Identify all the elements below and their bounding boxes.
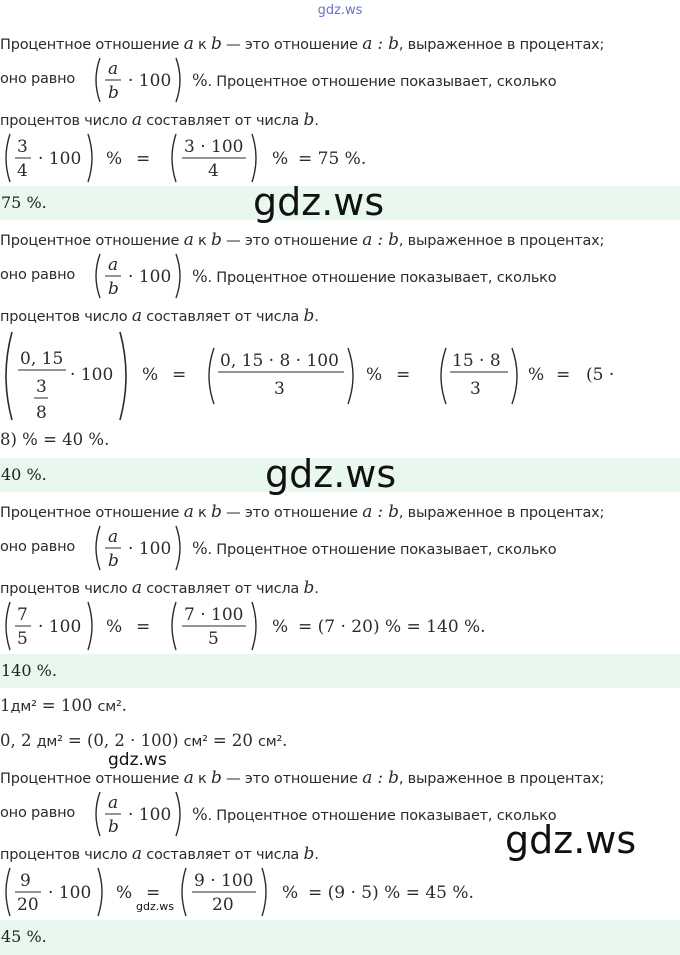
answer-1: 75 %. (1, 193, 47, 212)
svg-text:b: b (108, 551, 119, 571)
units-line-1: 1дм² = 100 см². (0, 696, 127, 715)
svg-text:=: = (136, 617, 151, 637)
definition-line-2b: %. Процентное отношение показывает, сколько (192, 805, 557, 824)
svg-text:7 · 100: 7 · 100 (184, 605, 244, 625)
definition-line-3: процентов число a составляет от числа b. (0, 578, 319, 598)
svg-text:· 100: · 100 (128, 805, 172, 825)
svg-text:9 · 100: 9 · 100 (194, 871, 254, 891)
svg-text:· 100: · 100 (128, 267, 172, 287)
formula-a-over-b (90, 248, 190, 304)
svg-text:5: 5 (208, 629, 219, 649)
svg-text:3 · 100: 3 · 100 (184, 137, 244, 157)
svg-text:%: % (106, 617, 123, 637)
answer-3: 140 %. (1, 661, 57, 680)
definition-line-1: Процентное отношение a к b — это отношение a : b, выраженное в процентах; (0, 230, 605, 250)
svg-text:· 100: · 100 (38, 149, 82, 169)
svg-text:a: a (108, 793, 119, 813)
svg-text:a: a (108, 527, 119, 547)
watermark-big-3[interactable]: gdz.ws (505, 818, 637, 862)
svg-text:b: b (108, 83, 119, 103)
svg-text:3: 3 (17, 137, 28, 157)
solution-3-formula (0, 598, 560, 654)
svg-text:0, 15 · 8 · 100: 0, 15 · 8 · 100 (220, 351, 339, 371)
watermark-top[interactable]: gdz.ws (317, 3, 363, 18)
watermark-big-2[interactable]: gdz.ws (265, 452, 397, 496)
svg-text:%: % (272, 617, 289, 637)
svg-text:%: % (106, 149, 123, 169)
definition-line-1: Процентное отношение a к b — это отношение a : b, выраженное в процентах; (0, 768, 605, 788)
svg-text:%: % (282, 883, 299, 903)
formula-a-over-b (90, 786, 190, 842)
svg-text:=: = (396, 365, 411, 385)
svg-text:0, 15: 0, 15 (20, 349, 64, 369)
svg-text:· 100: · 100 (48, 883, 92, 903)
svg-text:9: 9 (20, 871, 31, 891)
svg-text:%: % (116, 883, 133, 903)
definition-line-1: Процентное отношение a к b — это отношение a : b, выраженное в процентах; (0, 34, 605, 54)
svg-text:3: 3 (470, 379, 481, 399)
svg-text:8: 8 (36, 403, 47, 423)
definition-line-2: оно равно (0, 267, 76, 283)
svg-text:=: = (556, 365, 571, 385)
svg-text:=: = (172, 365, 187, 385)
svg-text:3: 3 (274, 379, 285, 399)
svg-text:5: 5 (17, 629, 28, 649)
svg-text:= 75 %.: = 75 %. (298, 149, 367, 169)
watermark-small-2[interactable]: gdz.ws (136, 900, 174, 913)
definition-line-3: процентов число a составляет от числа b. (0, 844, 319, 864)
svg-text:3: 3 (36, 377, 47, 397)
svg-text:=: = (136, 149, 151, 169)
solution-2-formula (0, 328, 680, 424)
svg-text:a: a (108, 255, 119, 275)
formula-a-over-b (90, 520, 190, 576)
svg-text:%: % (142, 365, 159, 385)
svg-text:20: 20 (17, 895, 39, 915)
svg-text:a: a (108, 59, 119, 79)
svg-text:= (7 · 20) % = 140 %.: = (7 · 20) % = 140 %. (298, 617, 486, 637)
svg-text:= (9 · 5) % = 45 %.: = (9 · 5) % = 45 %. (308, 883, 474, 903)
svg-text:b: b (108, 279, 119, 299)
svg-text:· 100: · 100 (70, 365, 114, 385)
answer-band-4 (0, 920, 680, 955)
svg-text:20: 20 (212, 895, 234, 915)
definition-line-2: оно равно (0, 539, 76, 555)
definition-line-2b: %. Процентное отношение показывает, сколько (192, 267, 557, 286)
watermark-small-1[interactable]: gdz.ws (108, 750, 167, 770)
answer-2: 40 %. (1, 465, 47, 484)
svg-text:· 100: · 100 (128, 539, 172, 559)
answer-4: 45 %. (1, 927, 47, 946)
svg-text:4: 4 (17, 161, 28, 181)
svg-text:· 100: · 100 (128, 71, 172, 91)
svg-text:=: = (146, 883, 161, 903)
units-line-2: 0, 2 дм² = (0, 2 · 100) см² = 20 см². (0, 731, 288, 750)
definition-line-2: оно равно (0, 71, 76, 87)
svg-text:15 · 8: 15 · 8 (452, 351, 501, 371)
definition-line-1: Процентное отношение a к b — это отношение a : b, выраженное в процентах; (0, 502, 605, 522)
svg-text:(5 ·: (5 · (586, 365, 615, 385)
solution-2-line-2: 8) % = 40 %. (0, 430, 110, 449)
svg-text:%: % (366, 365, 383, 385)
solution-4-formula (0, 864, 520, 920)
svg-text:%: % (528, 365, 545, 385)
definition-line-3: процентов число a составляет от числа b. (0, 306, 319, 326)
svg-text:b: b (108, 817, 119, 837)
svg-text:4: 4 (208, 161, 219, 181)
definition-line-2b: %. Процентное отношение показывает, сколько (192, 71, 557, 90)
definition-line-2b: %. Процентное отношение показывает, сколько (192, 539, 557, 558)
svg-text:%: % (272, 149, 289, 169)
definition-line-3: процентов число a составляет от числа b. (0, 110, 319, 130)
solution-1-formula (0, 130, 400, 186)
definition-line-2: оно равно (0, 805, 76, 821)
answer-band-3 (0, 654, 680, 688)
formula-a-over-b (90, 52, 190, 108)
watermark-big-1[interactable]: gdz.ws (253, 180, 385, 224)
svg-text:7: 7 (17, 605, 28, 625)
svg-text:· 100: · 100 (38, 617, 82, 637)
